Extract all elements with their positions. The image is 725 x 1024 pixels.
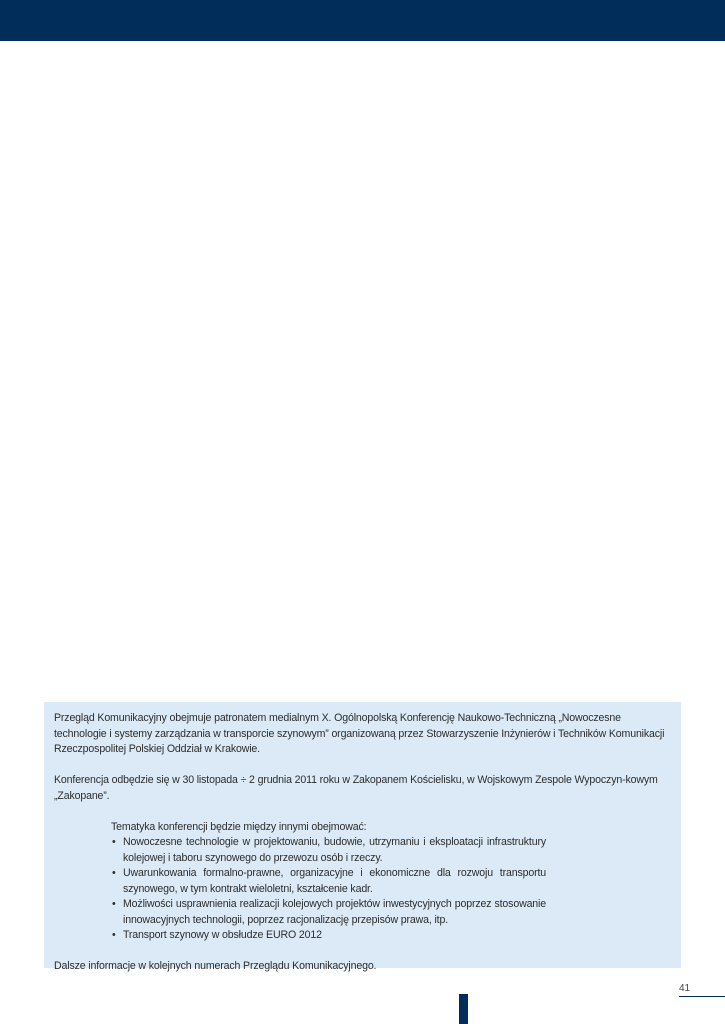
topics-list	[111, 835, 546, 944]
page-number: 41	[679, 983, 691, 994]
announcement-paragraph-2: Konferencja odbędzie się w 30 listopada ÷ 2 grudnia 2011 roku w Zakopanem Kościelisku, w Wojskowym Zespole Wypoczyn-kowym „Zakopane”.	[54, 774, 658, 802]
bottom-tab-marker	[459, 994, 468, 1024]
bullet-icon: •	[112, 836, 116, 848]
conference-topics	[111, 820, 546, 944]
bullet-icon: •	[112, 867, 116, 879]
list-item	[111, 928, 546, 944]
topic-text: Nowoczesne technologie w projektowaniu, budowie, utrzymaniu i eksploatacji infrastruktury kolejowej i taboru szynowego do przewozu osób i rzeczy.	[123, 836, 546, 864]
header-bar	[0, 0, 725, 41]
topic-text: Transport szynowy w obsłudze EURO 2012	[123, 929, 322, 941]
list-item	[111, 866, 546, 897]
closing-paragraph: Dalsze informacje w kolejnych numerach Przeglądu Komunikacyjnego.	[54, 960, 377, 972]
announcement-box	[44, 702, 681, 972]
page-number-rule	[679, 996, 725, 997]
bullet-icon: •	[112, 929, 116, 941]
announcement-paragraph-1: Przegląd Komunikacyjny obejmuje patronatem medialnym X. Ogólnopolską Konferencję Naukowo-Techniczną „Nowoczesne technologie i systemy zarządzania w transporcie szynowym” organizowaną przez Stowarzyszenie Inżynierów i Techników Komunikacji Rzeczpospolitej Polskiej Oddział w Krakowie.	[54, 712, 665, 755]
topics-intro: Tematyka konferencji będzie między innymi obejmować:	[111, 820, 367, 833]
bullet-icon: •	[112, 898, 116, 910]
list-item	[111, 897, 546, 928]
topic-text: Uwarunkowania formalno-prawne, organizacyjne i ekonomiczne dla rozwoju transportu szynowego, w tym kontrakt wieloletni, kształcenie kadr.	[123, 867, 546, 895]
list-item	[111, 835, 546, 866]
topic-text: Możliwości usprawnienia realizacji kolejowych projektów inwestycyjnych poprzez stosowanie innowacyjnych technologii, poprzez racjonalizację przepisów prawa, itp.	[123, 898, 546, 926]
